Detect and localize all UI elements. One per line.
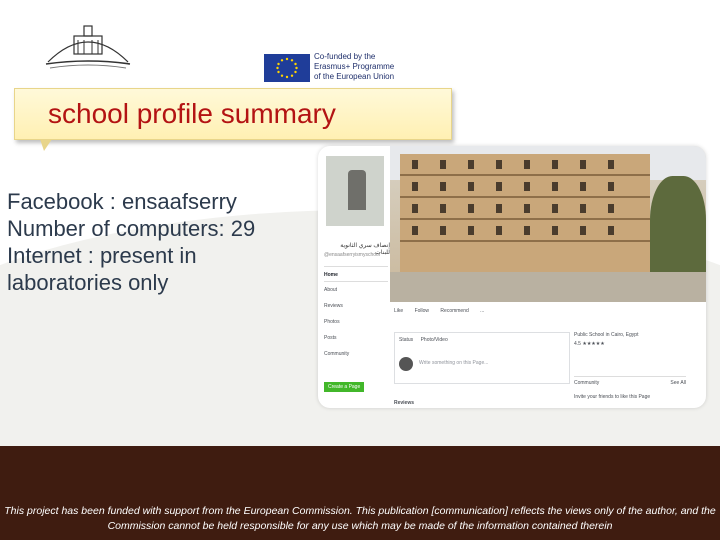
building-window bbox=[412, 160, 418, 169]
building-window bbox=[524, 160, 530, 169]
nav-community[interactable]: Community bbox=[324, 351, 350, 357]
invite-friends-link[interactable]: Invite your friends to like this Page bbox=[574, 394, 651, 400]
page-profile-picture[interactable] bbox=[324, 154, 386, 228]
building-window bbox=[580, 204, 586, 213]
page-nav bbox=[324, 266, 388, 362]
building-window bbox=[608, 204, 614, 213]
nav-posts[interactable]: Posts bbox=[324, 335, 337, 341]
photo-video-tab[interactable]: Photo/Video bbox=[420, 337, 448, 343]
more-button[interactable]: ... bbox=[480, 308, 485, 314]
nav-about[interactable]: About bbox=[324, 287, 338, 293]
building-window bbox=[552, 226, 558, 235]
building-window bbox=[468, 204, 474, 213]
slide-title: school profile summary bbox=[48, 98, 336, 129]
building-floor bbox=[400, 218, 650, 220]
building-window bbox=[580, 160, 586, 169]
building-window bbox=[468, 182, 474, 191]
eu-cofunding-badge bbox=[264, 52, 424, 84]
info-internet-line-1: Internet : present in bbox=[7, 243, 197, 268]
building-window bbox=[580, 182, 586, 191]
nav-photos[interactable]: Photos bbox=[324, 319, 340, 325]
page-rating: 4.5 ★★★★★ bbox=[574, 341, 605, 347]
composer-tabs bbox=[399, 337, 454, 343]
nav-home[interactable]: Home bbox=[324, 266, 388, 282]
building-window bbox=[412, 226, 418, 235]
page-handle: @ensaafserryismyschool bbox=[324, 252, 380, 258]
page-actions bbox=[394, 308, 494, 314]
footer-disclaimer: This project has been funded with support from the European Commission. This publication [communication] reflects the views only of the author, and the Commission cannot be held responsible for any use which may be made of the information contained therein bbox=[4, 505, 716, 532]
eu-flag-icon bbox=[264, 54, 310, 82]
university-logo bbox=[40, 18, 136, 72]
building-window bbox=[524, 204, 530, 213]
building-window bbox=[552, 160, 558, 169]
building-window bbox=[496, 204, 502, 213]
facebook-page-screenshot bbox=[318, 146, 706, 408]
follow-button[interactable]: Follow bbox=[414, 308, 430, 314]
building-floor bbox=[400, 196, 650, 198]
page-name: إنصاف سري الثانوية للبنات bbox=[340, 243, 390, 256]
building-window bbox=[496, 182, 502, 191]
tree bbox=[650, 176, 706, 286]
building-window bbox=[440, 226, 446, 235]
building-window bbox=[580, 226, 586, 235]
see-all-link[interactable]: See All bbox=[670, 380, 686, 386]
status-tab[interactable]: Status bbox=[399, 337, 414, 343]
page-category: Public School in Cairo, Egypt bbox=[574, 332, 639, 338]
fountain-image bbox=[348, 170, 366, 210]
title-callout-tail bbox=[40, 139, 52, 151]
nav-reviews[interactable]: Reviews bbox=[324, 303, 343, 309]
building-window bbox=[524, 226, 530, 235]
building-window bbox=[412, 182, 418, 191]
eu-text-line-1: Co-funded by the bbox=[314, 52, 376, 61]
building-window bbox=[552, 182, 558, 191]
building-window bbox=[552, 204, 558, 213]
eu-text-line-3: of the European Union bbox=[314, 72, 395, 81]
recommend-button[interactable]: Recommend bbox=[440, 308, 469, 314]
building-window bbox=[440, 160, 446, 169]
community-heading: Community bbox=[574, 380, 600, 386]
building-window bbox=[496, 226, 502, 235]
post-composer bbox=[394, 332, 570, 384]
page-info-sidebar bbox=[574, 332, 686, 347]
building-floor bbox=[400, 240, 650, 242]
composer-avatar bbox=[399, 357, 413, 371]
building-window bbox=[608, 226, 614, 235]
building-window bbox=[412, 204, 418, 213]
cover-photo bbox=[390, 146, 706, 302]
building-window bbox=[468, 160, 474, 169]
community-box bbox=[574, 376, 686, 400]
ground bbox=[390, 272, 706, 302]
reviews-heading: Reviews bbox=[394, 400, 415, 406]
building-window bbox=[468, 226, 474, 235]
building-window bbox=[440, 204, 446, 213]
building-window bbox=[608, 160, 614, 169]
composer-input[interactable]: Write something on this Page... bbox=[419, 360, 489, 366]
building-window bbox=[496, 160, 502, 169]
profile-info bbox=[7, 188, 255, 296]
create-page-button[interactable]: Create a Page bbox=[324, 382, 364, 392]
school-building bbox=[400, 154, 650, 272]
info-computers: Number of computers: 29 bbox=[7, 216, 256, 241]
building-window bbox=[608, 182, 614, 191]
building-window bbox=[524, 182, 530, 191]
like-button[interactable]: Like bbox=[394, 308, 404, 314]
building-floor bbox=[400, 174, 650, 176]
info-facebook: Facebook : ensaafserry bbox=[7, 189, 237, 214]
eu-text-line-2: Erasmus+ Programme bbox=[314, 62, 395, 71]
info-internet-line-2: laboratories only bbox=[7, 270, 169, 295]
eu-cofunding-text bbox=[314, 52, 394, 82]
building-window bbox=[440, 182, 446, 191]
